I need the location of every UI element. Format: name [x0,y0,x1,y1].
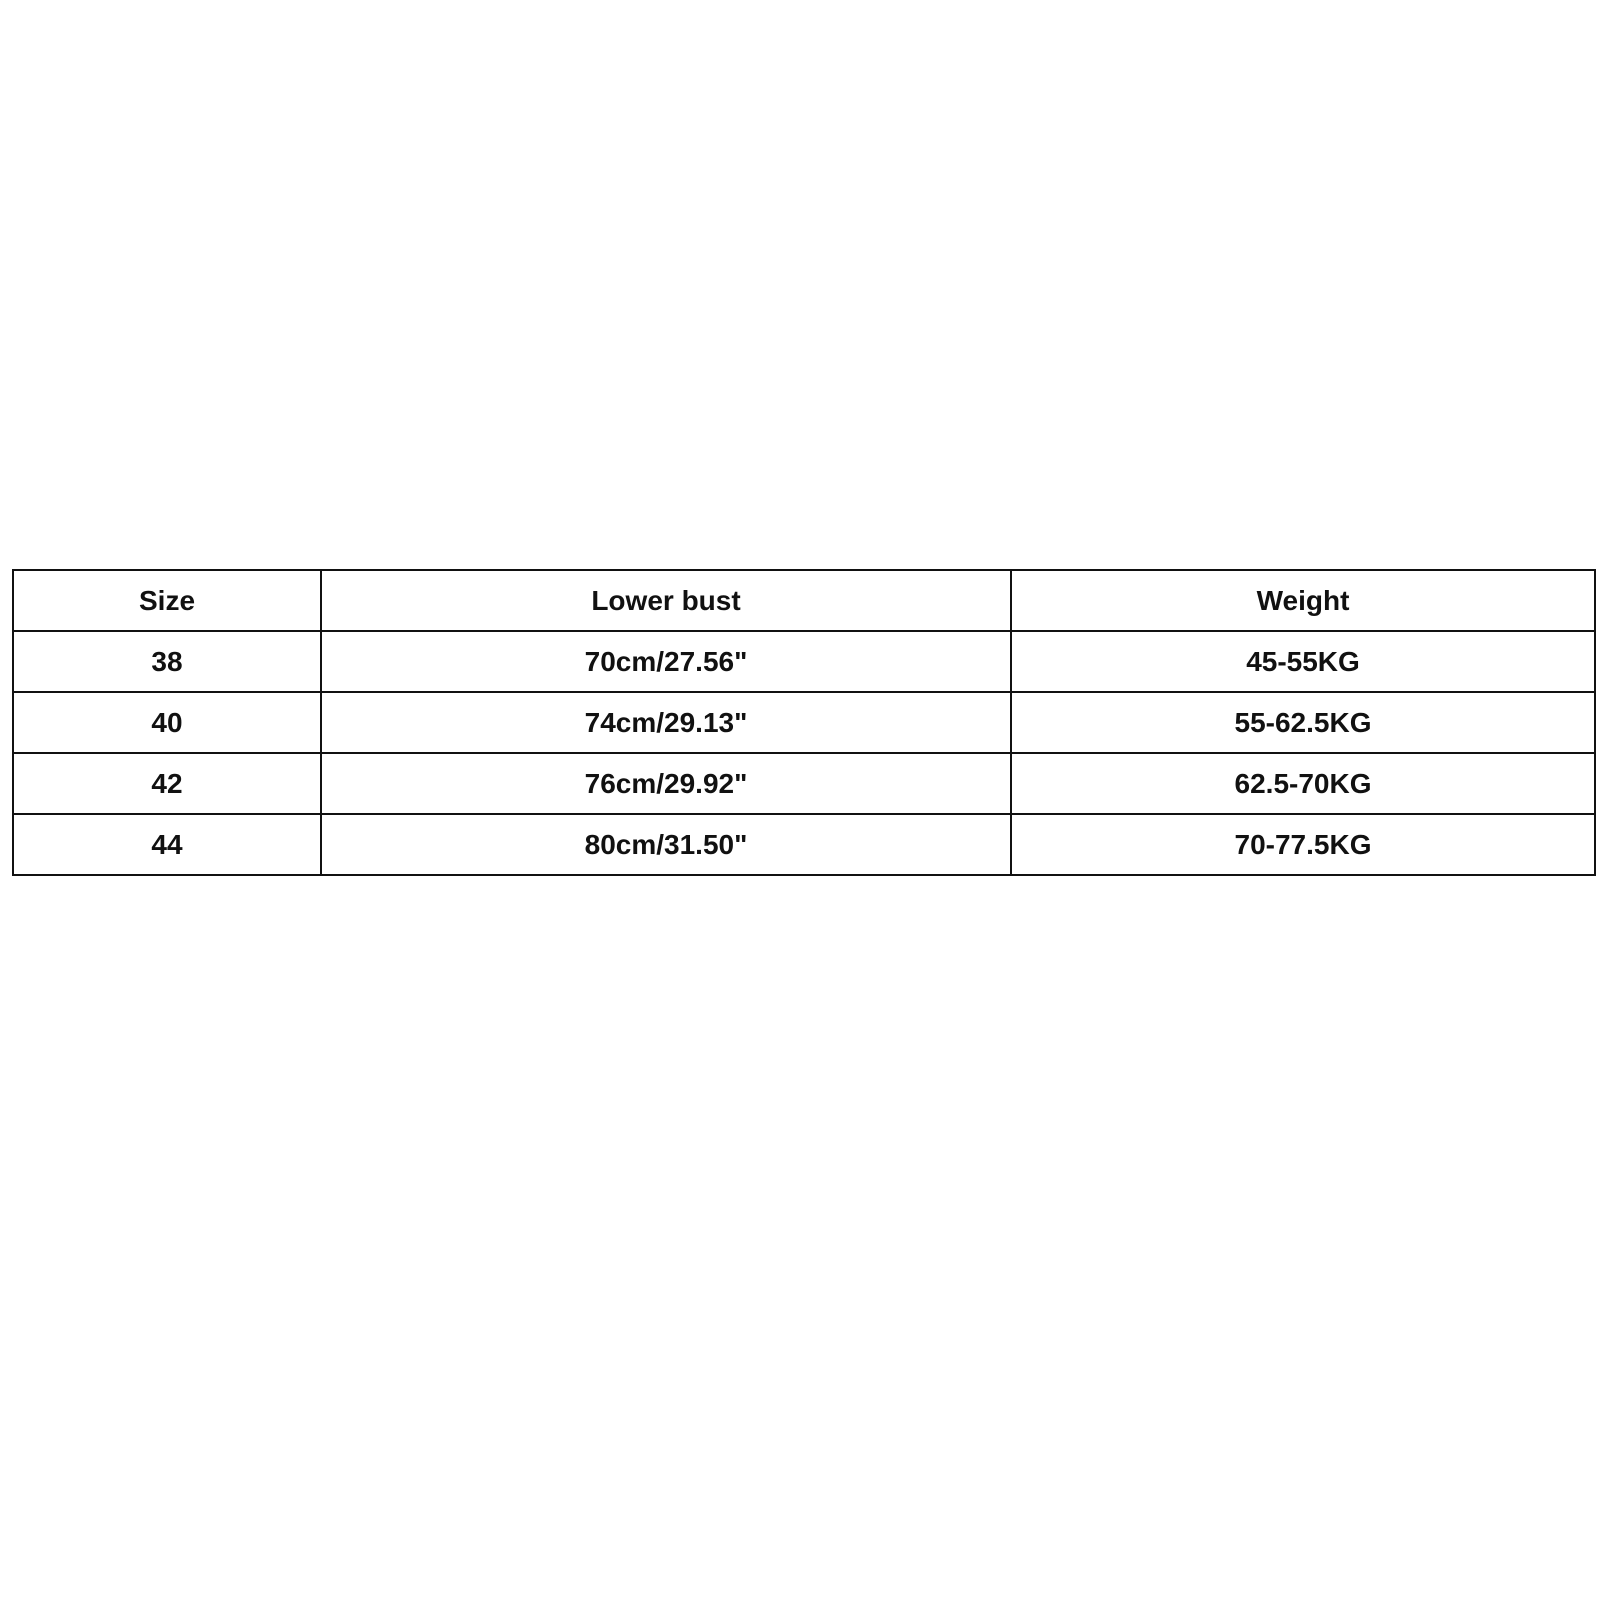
cell-weight: 45-55KG [1011,631,1595,692]
table-header-row [13,570,1595,631]
cell-lower-bust: 76cm/29.92" [321,753,1011,814]
cell-lower-bust: 70cm/27.56" [321,631,1011,692]
header-lower-bust: Lower bust [321,570,1011,631]
table-row [13,692,1595,753]
table-row [13,753,1595,814]
cell-size: 44 [13,814,321,875]
cell-size: 42 [13,753,321,814]
header-weight: Weight [1011,570,1595,631]
cell-size: 38 [13,631,321,692]
cell-weight: 55-62.5KG [1011,692,1595,753]
size-chart-table [12,569,1596,876]
table-row [13,631,1595,692]
cell-size: 40 [13,692,321,753]
cell-lower-bust: 74cm/29.13" [321,692,1011,753]
cell-weight: 62.5-70KG [1011,753,1595,814]
header-size: Size [13,570,321,631]
cell-lower-bust: 80cm/31.50" [321,814,1011,875]
cell-weight: 70-77.5KG [1011,814,1595,875]
table-row [13,814,1595,875]
